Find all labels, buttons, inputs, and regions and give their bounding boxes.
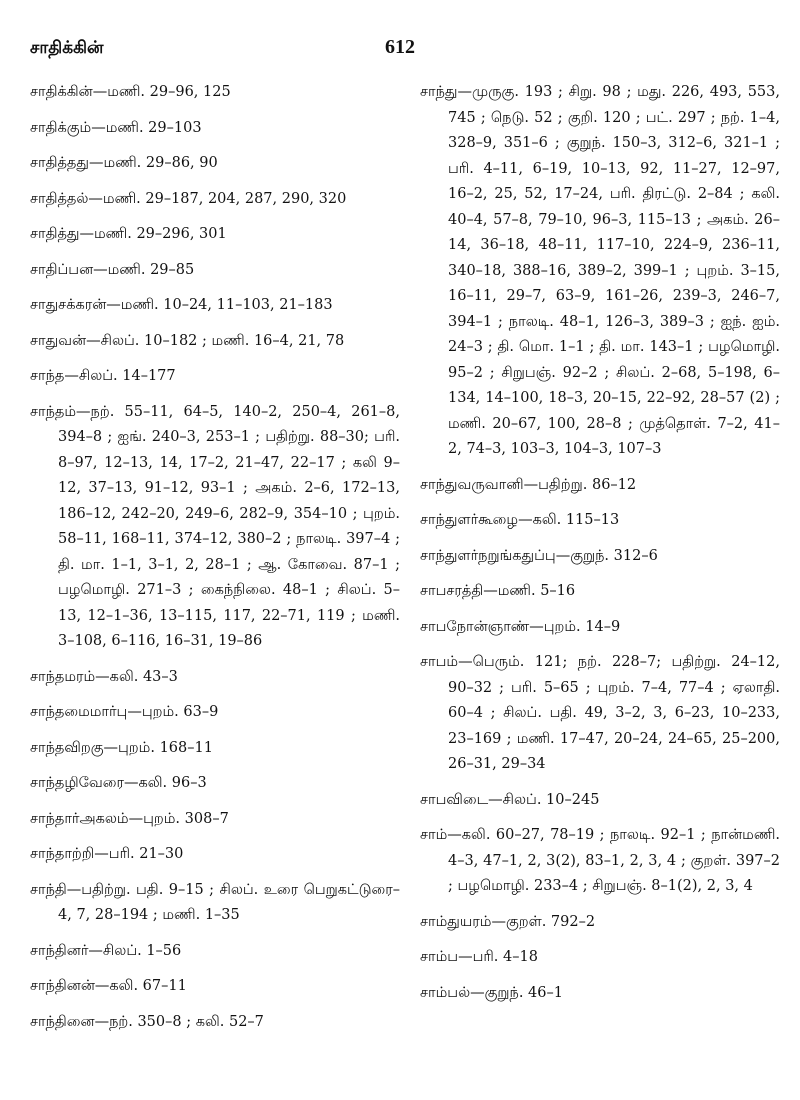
index-entry: சாந்தழிவேரை—கலி. 96–3: [30, 775, 207, 791]
index-entry: சாந்தினன்—கலி. 67–11: [30, 978, 187, 994]
index-entry: சாந்தினை—நற். 350–8 ; கலி. 52–7: [30, 1013, 264, 1030]
index-entry: சாந்தினர்—சிலப். 1–56: [30, 942, 182, 959]
index-entry: சாந்தாற்றி—பரி. 21–30: [30, 846, 184, 862]
index-entry: சாந்த—சிலப். 14–177: [30, 368, 176, 384]
index-entry: சாதுசக்கரன்—மணி. 10–24, 11–103, 21–183: [30, 297, 333, 313]
page-number: 612: [385, 36, 415, 58]
index-entry: சாதித்தது—மணி. 29–86, 90: [30, 155, 218, 171]
index-entry: சாதிப்பன—மணி. 29–85: [30, 261, 195, 278]
running-head: சாதிக்கின்: [30, 38, 104, 58]
index-entry: சாம்துயரம்—குறள். 792–2: [420, 913, 596, 930]
index-entry: சாந்தம்—நற். 55–11, 64–5, 140–2, 250–4, 261–8, 394–8 ; ஐங். 240–3, 253–1 ; பதிற்று. 88–30; பரி. 8–97, 12–13, 14, 17–2, 21–47, 22–17 ; கலி 9–12, 37–13, 91–12, 93–1 ; அகம். 2–6, 172–13, 186–12, 242–20, 249–6, 282–9, 354–10 ; புறம். 58–11, 168–11, 374–12, 380–2 ; நாலடி. 397–4 ; தி. மா. 1–1, 3–1, 2, 28–1 ; ஆ. கோவை. 87–1 ; பழமொழி. 271–3 ; கைந்நிலை. 48–1 ; சிலப். 5–13, 12–1–36, 13–115, 117, 22–71, 119 ; மணி. 3–108, 6–116, 16–31, 19–86: [30, 403, 400, 649]
index-entry: சாந்தி—பதிற்று. பதி. 9–15 ; சிலப். உரை பெறுகட்டுரை–4, 7, 28–194 ; மணி. 1–35: [30, 881, 400, 923]
index-entry: சாதிக்கும்—மணி. 29–103: [30, 119, 202, 136]
index-entry: சாந்துளர்கூழை—கலி. 115–13: [420, 512, 620, 528]
index-entry: சாபம்—பெரும். 121; நற். 228–7; பதிற்று. 24–12, 90–32 ; பரி. 5–65 ; புறம். 7–4, 77–4 ; ஏலாதி. 60–4 ; சிலப். பதி. 49, 3–2, 3, 6–23, 10–233, 23–169 ; மணி. 17–47, 20–24, 24–65, 25–200, 26–31, 29–34: [420, 654, 780, 772]
index-entry: சாந்துளர்நறுங்கதுப்பு—குறுந். 312–6: [420, 547, 658, 564]
index-entry: சாந்தமைமார்பு—புறம். 63–9: [30, 704, 219, 720]
index-entry: சாதுவன்—சிலப். 10–182 ; மணி. 16–4, 21, 78: [30, 332, 345, 349]
index-entry: சாம்ப—பரி. 4–18: [420, 949, 538, 965]
page-header: [0, 36, 800, 70]
index-entry: சாந்தார்அகலம்—புறம். 308–7: [30, 810, 229, 827]
index-entry: சாந்து—முருகு. 193 ; சிறு. 98 ; மது. 226, 493, 553, 745 ; நெடு. 52 ; குறி. 120 ; பட். 297 ; நற். 1–4, 328–9, 351–6 ; குறுந். 150–3, 312–6, 321–1 ; பரி. 4–11, 6–19, 10–13, 92, 11–27, 12–97, 16–2, 25, 52, 17–24, பரி. திரட்டு. 2–84 ; கலி. 40–4, 57–8, 79–10, 96–3, 115–13 ; அகம். 26–14, 36–18, 48–11, 117–10, 224–9, 236–11, 340–18, 388–16, 389–2, 399–1 ; புறம். 3–15, 16–11, 29–7, 63–9, 161–26, 239–3, 246–7, 394–1 ; நாலடி. 48–1, 126–3, 389–3 ; ஐந். ஐம். 24–3 ; தி. மொ. 1–1 ; தி. மா. 143–1 ; பழமொழி. 95–2 ; சிறுபஞ். 92–2 ; சிலப். 2–68, 5–198, 6–134, 14–100, 18–3, 20–15, 22–92, 28–57 (2) ; மணி. 20–67, 100, 28–8 ; முத்தொள். 7–2, 41–2, 74–3, 103–3, 104–3, 107–3: [420, 84, 780, 457]
index-entry: சாபசரத்தி—மணி. 5–16: [420, 583, 576, 599]
index-entry: சாந்துவருவானி—பதிற்று. 86–12: [420, 476, 637, 493]
index-entry: சாதித்து—மணி. 29–296, 301: [30, 226, 227, 242]
index-entry: சாம்—கலி. 60–27, 78–19 ; நாலடி. 92–1 ; நான்மணி. 4–3, 47–1, 2, 3(2), 83–1, 2, 3, 4 ; குறள். 397–2 ; பழமொழி. 233–4 ; சிறுபஞ். 8–1(2), 2, 3, 4: [420, 827, 780, 894]
right-column: [420, 80, 780, 1016]
index-entry: சாபவிடை—சிலப். 10–245: [420, 791, 600, 808]
index-entry: சாந்தவிறகு—புறம். 168–11: [30, 739, 213, 756]
index-entry: சாந்தமரம்—கலி. 43–3: [30, 668, 178, 685]
index-entry: சாதிக்கின்—மணி. 29–96, 125: [30, 84, 231, 100]
index-entry: சாபநோன்ஞாண்—புறம். 14–9: [420, 618, 621, 635]
index-entry: சாம்பல்—குறுந். 46–1: [420, 984, 563, 1001]
left-column: [30, 80, 400, 1045]
index-entry: சாதித்தல்—மணி. 29–187, 204, 287, 290, 320: [30, 190, 347, 207]
